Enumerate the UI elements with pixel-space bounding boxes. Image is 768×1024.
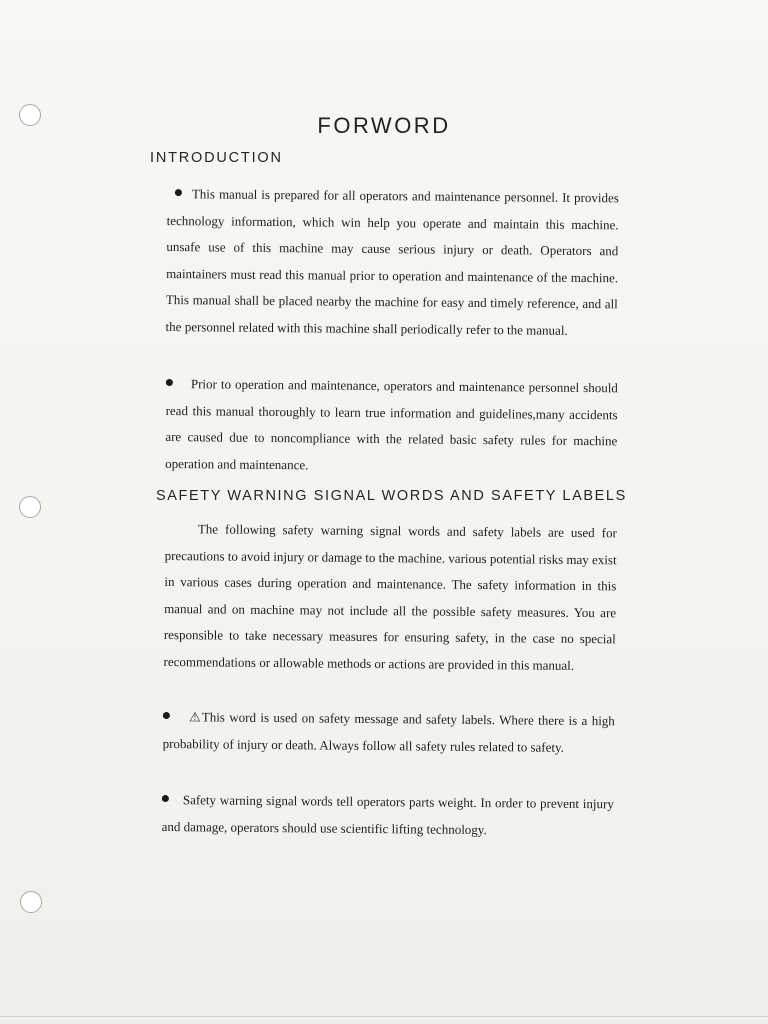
page-title-text: FORWORD [317,113,451,138]
bullet-icon [175,189,182,196]
introduction-paragraph-2-text: Prior to operation and maintenance, operators and maintenance personnel should read this manual thoroughly to learn true information and guidelines,many accidents are caused due to noncompliance with the related basic safety rules for machine operation and maintenance. [165,376,618,473]
bullet-icon [162,795,169,802]
safety-bullet-1 [162,704,614,762]
safety-bullet-1-text: ⚠This word is used on safety message and safety labels. Where there is a high probability of injury or death. Always follow all safety rules related to safety. [162,709,615,755]
safety-paragraph-1: The following safety warning signal words and safety labels are used for precautions to avoid injury or damage to the machine. various potential risks may exist in various cases during operation and maintenance. The safety information in this manual and on machine may not include all the possible safety measures. You are responsible to take necessary measures for ensuring safety, in the case no special recommendations or allowable methods or actions are provided in this manual. [163,521,617,673]
introduction-heading: INTRODUCTION [150,150,283,166]
scan-edge-line [0,1016,768,1017]
safety-bullet-2-text: Safety warning signal words tell operators parts weight. In order to prevent injury and damage, operators should use scientific lifting technology. [161,792,614,837]
safety-bullet-2 [161,787,613,845]
safety-heading: SAFETY WARNING SIGNAL WORDS AND SAFETY LABELS [156,488,627,504]
introduction-paragraph-2 [165,371,618,482]
bullet-icon [163,712,170,719]
punch-hole-middle [19,496,41,518]
introduction-paragraph-1-text: This manual is prepared for all operators and maintenance personnel. It provides technology information, which win help you operate and maintain this machine. unsafe use of this machine may cause serious injury or death. Operators and maintainers must read this manual prior to operation and maintenance of the machine. This manual shall be placed nearby the machine for easy and timely reference, and all the personnel related with this machine shall periodically refer to the manual. [165,186,619,338]
introduction-paragraph-1 [165,181,619,345]
bullet-icon [166,379,173,386]
page-title [0,113,768,139]
punch-hole-bottom [20,891,42,913]
